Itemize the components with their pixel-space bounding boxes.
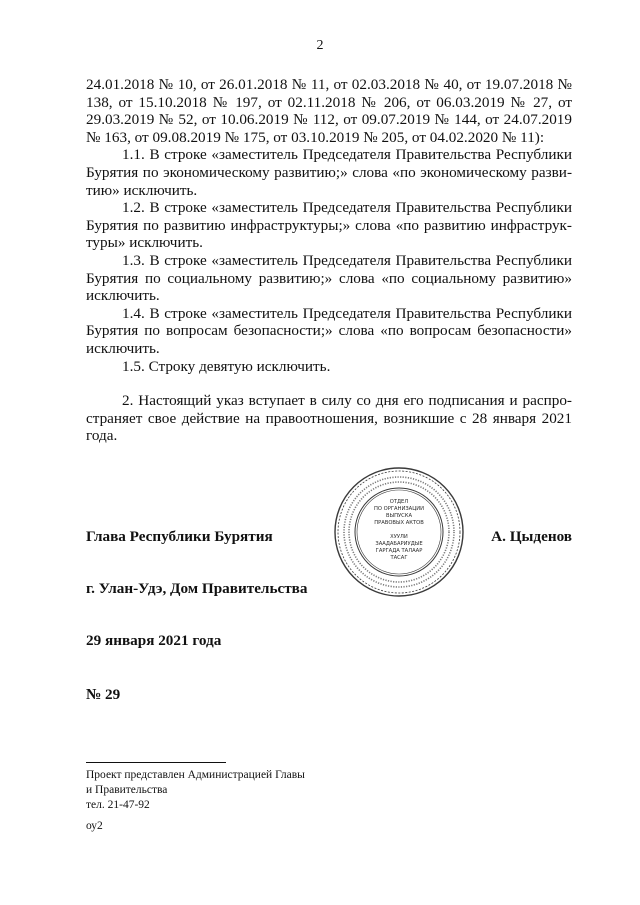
clause-1-5: 1.5. Строку девятую исключить. <box>122 357 331 375</box>
signatory-position: Глава Республики Бурятия <box>86 528 273 545</box>
clause-1-4: 1.4. В строке «заместитель Председателя Правительства Республики Бурятия по вопросам безопасности;» слова «по вопросам безопасности» исключить. <box>86 304 572 357</box>
svg-text:ПРАВОВЫХ АКТОВ: ПРАВОВЫХ АКТОВ <box>374 520 424 526</box>
footnote-line-2: и Правительства <box>86 784 168 796</box>
signing-place: г. Улан-Удэ, Дом Правительства <box>86 580 308 597</box>
footnote <box>86 768 305 813</box>
svg-text:ХУУЛИ: ХУУЛИ <box>390 534 408 540</box>
svg-text:ЗААДАБАРИУДЫЕ: ЗААДАБАРИУДЫЕ <box>375 541 423 547</box>
intro-paragraph: 24.01.2018 № 10, от 26.01.2018 № 11, от 02.03.2018 № 40, от 19.07.2018 № 138, от 15.10.2018 № 197, от 02.11.2018 № 206, от 06.03.2019 № 27, от 29.03.2019 № 52, от 10.06.2019 № 112, от 09.07.2019 № 144, от 24.07.2019 № 163, от 09.08.2019 № 175, от 03.10.2019 № 205, от 04.02.2020 № 11): <box>86 76 572 146</box>
signing-date: 29 января 2021 года <box>86 632 222 649</box>
signatory-name: А. Цыденов <box>491 528 572 545</box>
footnote-divider <box>86 762 226 763</box>
clause-1-1: 1.1. В строке «заместитель Председателя Правительства Республики Бурятия по экономическому развитию;» слова «по экономическому разви-тию» исключить. <box>86 146 572 199</box>
svg-text:ТАСАГ: ТАСАГ <box>390 555 408 561</box>
clause-1-3: 1.3. В строке «заместитель Председателя Правительства Республики Бурятия по социальному развитию;» слова «по социальному развитию» исключить. <box>86 251 572 305</box>
clause-1-2: 1.2. В строке «заместитель Председателя Правительства Республики Бурятия по развитию инфраструктуры;» слова «по развитию инфраструк-туры» исключить. <box>86 199 572 252</box>
footnote-line-1: Проект представлен Администрацией Главы <box>86 769 305 781</box>
svg-text:ПО ОРГАНИЗАЦИИ: ПО ОРГАНИЗАЦИИ <box>373 506 425 512</box>
page-number: 2 <box>316 38 324 53</box>
clause-2: 2. Настоящий указ вступает в силу со дня его подписания и распро-страняет свое действие на правоотношения, возникшие с 28 января 2021 года. <box>86 392 572 445</box>
svg-text:ГАРГАДА ТАЛААР: ГАРГАДА ТАЛААР <box>375 548 423 554</box>
svg-text:ВЫПУСКА: ВЫПУСКА <box>385 513 413 519</box>
decree-body <box>86 76 572 445</box>
svg-text:ОТДЕЛ: ОТДЕЛ <box>389 499 409 505</box>
footnote-phone: тел. 21-47-92 <box>86 799 150 811</box>
official-seal-stamp <box>330 465 468 599</box>
seal-inner-text <box>374 499 424 561</box>
document-code: оу2 <box>86 820 103 832</box>
decree-number: № 29 <box>86 686 121 703</box>
